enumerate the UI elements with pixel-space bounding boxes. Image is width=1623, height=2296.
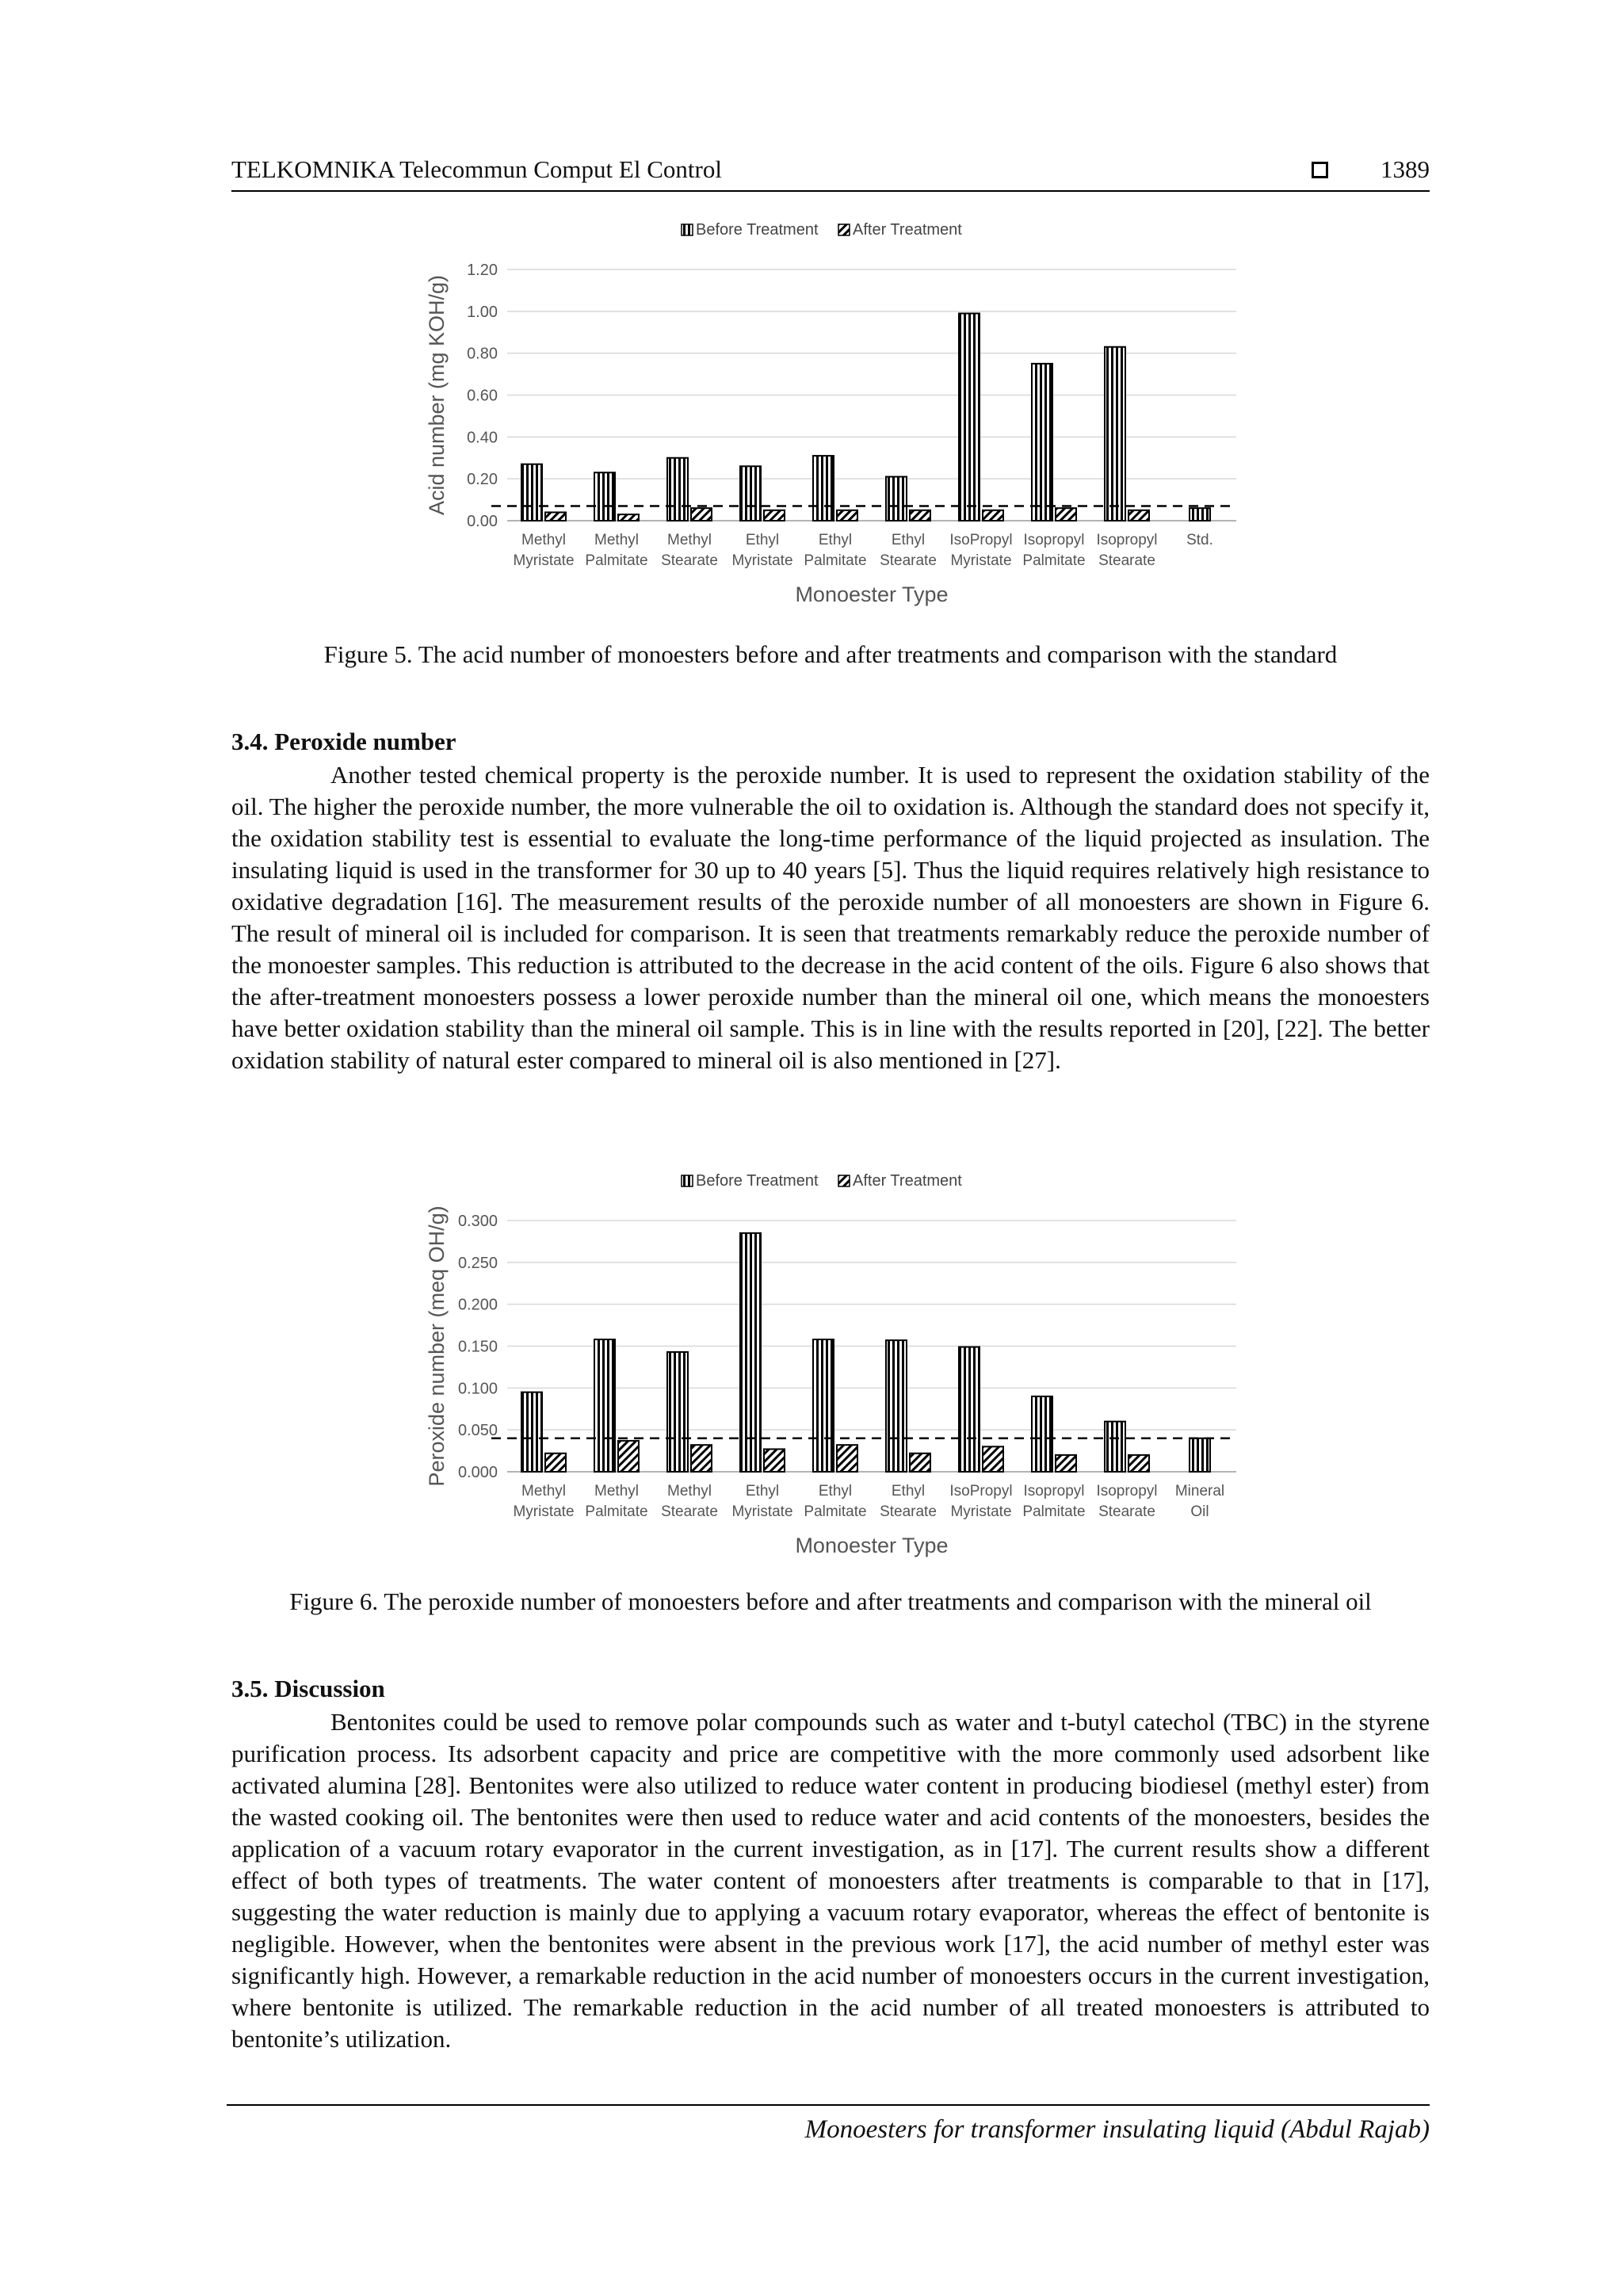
fig5-bar-after — [618, 514, 639, 521]
fig6-bar-before — [959, 1347, 980, 1472]
fig5-x-tick-label: Palmitate — [1022, 552, 1086, 569]
fig5-x-tick-label: Ethyl — [818, 532, 853, 548]
fig5-bar-before — [521, 464, 542, 521]
fig5-x-tick-label: IsoPropyl — [949, 532, 1013, 548]
figure5-chart — [412, 210, 1268, 614]
footer-running-title: Monoesters for transformer insulating liquid (Abdul Rajab) — [804, 2115, 1430, 2144]
figure6-chart — [412, 1161, 1268, 1565]
fig5-x-tick-label: Std. — [1186, 532, 1213, 548]
journal-title: TELKOMNIKA Telecommun Comput El Control — [231, 155, 722, 183]
figure5-caption: Figure 5. The acid number of monoesters before and after treatments and comparison with the standard — [323, 640, 1338, 668]
fig6-x-tick-label: Ethyl — [891, 1483, 926, 1499]
fig6-bar-after — [1056, 1455, 1076, 1472]
fig6-bar-after — [910, 1454, 930, 1472]
fig6-x-tick-label: Stearate — [1098, 1503, 1155, 1520]
fig5-x-tick-label: Palmitate — [804, 552, 867, 569]
fig5-bar-after — [1056, 508, 1076, 521]
fig5-bar-after — [691, 508, 712, 521]
fig6-x-tick-label: Palmitate — [585, 1503, 648, 1520]
fig5-y-axis-title: Acid number (mg KOH/g) — [425, 274, 449, 516]
fig5-x-tick-label: Myristate — [731, 552, 793, 569]
fig5-y-tick-label: 0.40 — [467, 429, 498, 447]
peroxide-number-chart — [412, 1161, 1268, 1565]
fig5-bar-after — [983, 510, 1003, 521]
fig6-y-tick-label: 0.150 — [457, 1338, 498, 1356]
fig6-x-tick-label: Stearate — [661, 1503, 718, 1520]
fig6-bar-after — [764, 1449, 785, 1472]
fig6-legend-before-label: Before Treatment — [696, 1172, 819, 1190]
fig6-x-tick-label: Oil — [1190, 1503, 1209, 1520]
fig6-x-tick-label: Methyl — [667, 1483, 712, 1499]
fig6-x-axis-title: Monoester Type — [795, 1534, 949, 1557]
fig5-bar-before — [886, 477, 907, 521]
fig5-y-tick-label: 0.80 — [467, 345, 498, 363]
fig6-x-tick-label: Palmitate — [804, 1503, 867, 1520]
fig6-y-tick-label: 0.050 — [457, 1422, 498, 1440]
fig5-y-tick-label: 0.00 — [467, 513, 498, 530]
fig5-bar-before — [1032, 364, 1052, 521]
fig6-bar-before — [594, 1339, 615, 1472]
acid-number-chart — [412, 210, 1268, 614]
fig5-legend-after-label: After Treatment — [853, 221, 962, 239]
fig5-x-tick-label: Ethyl — [745, 532, 780, 548]
fig6-x-tick-label: Ethyl — [745, 1483, 780, 1499]
fig5-y-tick-label: 1.20 — [467, 262, 498, 279]
fig6-legend-after-swatch — [838, 1175, 850, 1186]
fig5-bar-before — [813, 456, 834, 521]
fig5-x-tick-label: Palmitate — [585, 552, 648, 569]
fig6-bar-before — [740, 1233, 761, 1472]
fig5-y-tick-label: 0.60 — [467, 387, 498, 405]
fig6-x-tick-label: Isopropyl — [1023, 1483, 1085, 1499]
fig5-x-tick-label: Isopropyl — [1023, 532, 1085, 548]
fig5-x-tick-label: Methyl — [594, 532, 639, 548]
fig5-x-tick-label: Methyl — [667, 532, 712, 548]
fig6-bar-after — [1128, 1455, 1149, 1472]
page-footer — [227, 2104, 1430, 2144]
fig5-x-tick-label: Stearate — [880, 552, 937, 569]
fig5-x-tick-label: Myristate — [950, 552, 1012, 569]
fig5-bar-before — [1190, 508, 1210, 521]
fig6-bar-before — [1032, 1396, 1052, 1472]
fig6-x-tick-label: Myristate — [513, 1503, 575, 1520]
fig6-x-tick-label: Mineral — [1174, 1483, 1225, 1499]
fig6-bar-before — [813, 1339, 834, 1472]
fig5-bar-before — [740, 466, 761, 521]
fig6-x-tick-label: Methyl — [594, 1483, 639, 1499]
fig5-bar-after — [837, 510, 857, 521]
fig5-bar-after — [910, 510, 930, 521]
fig5-x-tick-label: Myristate — [513, 552, 575, 569]
fig6-bar-after — [545, 1454, 566, 1472]
page-number: 1389 — [1381, 155, 1430, 183]
fig5-legend-after-swatch — [838, 224, 850, 235]
fig6-bar-after — [618, 1441, 639, 1472]
fig6-x-tick-label: Myristate — [950, 1503, 1012, 1520]
fig6-y-tick-label: 0.250 — [457, 1254, 498, 1272]
fig5-bar-before — [667, 458, 688, 521]
fig5-legend-before-label: Before Treatment — [696, 221, 819, 239]
fig5-x-tick-label: Methyl — [521, 532, 566, 548]
fig6-x-tick-label: IsoPropyl — [949, 1483, 1013, 1499]
fig6-y-axis-title: Peroxide number (meq OH/g) — [425, 1205, 449, 1487]
fig5-x-tick-label: Stearate — [1098, 552, 1155, 569]
section-3-5-heading: 3.5. Discussion — [231, 1675, 385, 1702]
fig5-bar-after — [545, 512, 566, 521]
fig5-legend-before-swatch — [682, 224, 693, 235]
fig6-y-tick-label: 0.100 — [457, 1380, 498, 1398]
fig6-bar-after — [691, 1445, 712, 1472]
fig6-x-tick-label: Isopropyl — [1096, 1483, 1158, 1499]
fig5-bar-before — [594, 472, 615, 521]
page-header — [231, 155, 1430, 192]
fig6-legend-before-swatch — [682, 1175, 693, 1186]
fig6-x-tick-label: Palmitate — [1022, 1503, 1086, 1520]
section-3-4-paragraph: Another tested chemical property is the peroxide number. It is used to represent the oxidation stability of the oil. The higher the peroxide number, the more vulnerable the oil to oxidation is. Although the standard does not specify it, the oxidation stability test is essential to evaluate the long-time performance of the liquid projected as insulation. The insulating liquid is used in the transformer for 30 up to 40 years [5]. Thus the liquid requires relatively high resistance to oxidative degradation [16]. The measurement results of the peroxide number of all monoesters are shown in Figure 6. The result of mineral oil is included for comparison. It is seen that treatments remarkably reduce the peroxide number of the monoester samples. This reduction is attributed to the decrease in the acid content of the oils. Figure 6 also shows that the after-treatment monoesters possess a lower peroxide number than the mineral oil one, which means the monoesters have better oxidation stability than the mineral oil sample. This is in line with the results reported in [20], [22]. The better oxidation stability of natural ester compared to mineral oil is also mentioned in [27]. — [231, 761, 1430, 1074]
square-bullet-icon — [1312, 162, 1328, 178]
fig6-bar-after — [983, 1446, 1003, 1472]
fig5-bar-after — [764, 510, 785, 521]
fig6-y-tick-label: 0.000 — [457, 1464, 498, 1481]
fig6-bar-after — [837, 1445, 857, 1472]
section-3-5-paragraph: Bentonites could be used to remove polar compounds such as water and t-butyl catechol (TBC) in the styrene purification process. Its adsorbent capacity and price are competitive with the more commonly used adsorbent like activated alumina [28]. Bentonites were also utilized to reduce water content in producing biodiesel (methyl ester) from the wasted cooking oil. The bentonites were then used to reduce water and acid contents of the monoesters, besides the application of a vacuum rotary evaporator in the current investigation, as in [17]. The current results show a different effect of both types of treatments. The water content of monoesters after treatments is comparable to that in [17], suggesting the water reduction is mainly due to applying a vacuum rotary evaporator, whereas the effect of bentonite is negligible. However, when the bentonites were absent in the previous work [17], the acid number of methyl ester was significantly high. However, a remarkable reduction in the acid number of monoesters occurs in the current investigation, where bentonite is utilized. The remarkable reduction in the acid number of all treated monoesters is attributed to bentonite’s utilization. — [231, 1708, 1430, 2053]
fig5-bar-before — [959, 313, 980, 521]
fig5-bar-before — [1105, 347, 1125, 521]
fig6-x-tick-label: Stearate — [880, 1503, 937, 1520]
section-3-4-heading: 3.4. Peroxide number — [231, 728, 456, 755]
fig6-bar-before — [667, 1352, 688, 1472]
fig6-x-tick-label: Methyl — [521, 1483, 566, 1499]
fig5-bar-after — [1128, 510, 1149, 521]
fig5-x-tick-label: Stearate — [661, 552, 718, 569]
fig6-bar-before — [1105, 1422, 1125, 1472]
fig5-y-tick-label: 0.20 — [467, 471, 498, 489]
fig5-x-tick-label: Ethyl — [891, 532, 926, 548]
fig5-x-axis-title: Monoester Type — [795, 583, 949, 606]
fig6-bar-before — [521, 1392, 542, 1472]
fig5-y-tick-label: 1.00 — [467, 303, 498, 321]
fig6-y-tick-label: 0.200 — [457, 1296, 498, 1314]
fig6-bar-before — [1190, 1438, 1210, 1472]
fig6-x-tick-label: Ethyl — [818, 1483, 853, 1499]
figure6-caption: Figure 6. The peroxide number of monoesters before and after treatments and comparison with the mineral oil — [289, 1587, 1372, 1615]
fig5-x-tick-label: Isopropyl — [1096, 532, 1158, 548]
fig6-legend-after-label: After Treatment — [853, 1172, 962, 1190]
fig6-x-tick-label: Myristate — [731, 1503, 793, 1520]
fig6-bar-before — [886, 1340, 907, 1472]
fig6-y-tick-label: 0.300 — [457, 1213, 498, 1230]
